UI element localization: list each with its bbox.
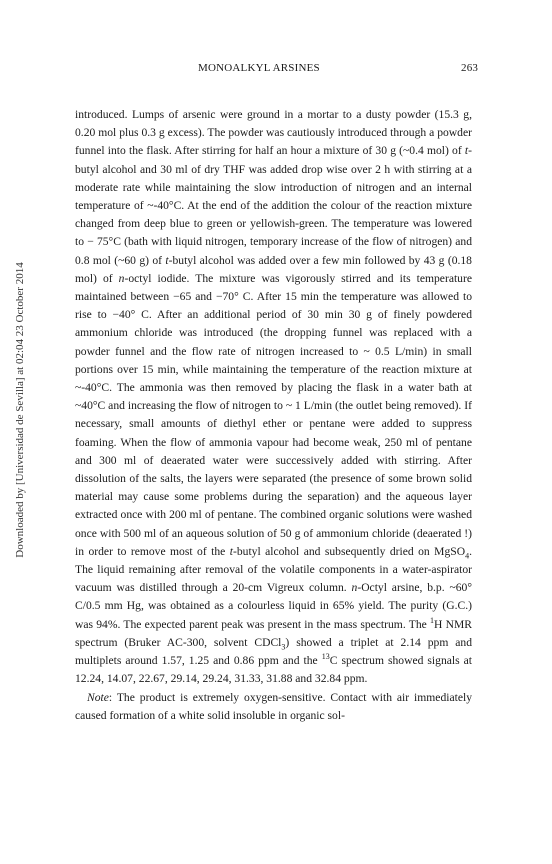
text-run: -Octyl arsine, b.p. ~60° C/0.5 mm Hg, was obtained as a colourless liquid in 65% yield. The purity (G.C.) was 94%. The expected parent peak was present in the mass spectrum. The [75, 581, 472, 631]
body-text [75, 106, 472, 725]
text-run: introduced. Lumps of arsenic were ground in a mortar to a dusty powder (15.3 g, 0.20 mol plus 0.3 g excess). The powder was cautiously introduced through a powder funnel into the flask. After stirring for half an hour a mixture of 30 g (~0.4 mol) of [75, 108, 472, 158]
italic-text: n [351, 581, 358, 595]
text-run: . The liquid remaining after removal of the volatile components in a water-aspirator vacuum was distilled through a 20-cm Vigreux column. [75, 544, 472, 595]
subscript-text: 4 [465, 551, 470, 561]
download-watermark-text: Downloaded by [Universidad de Sevilla] at 02:04 23 October 2014 [14, 262, 26, 558]
page-header [0, 62, 552, 78]
page-number: 263 [461, 62, 479, 74]
text-run: ) showed a triplet at 2.14 ppm and multiplets around 1.57, 1.25 and 0.86 ppm and the [75, 635, 473, 668]
italic-text: t [229, 544, 233, 558]
italic-text: t [165, 253, 169, 267]
download-watermark [12, 170, 28, 650]
text-run: -butyl alcohol and 30 ml of dry THF was added drop wise over 2 h with stirring at a moderate rate while maintaining the slow introduction of nitrogen and an internal temperature of ~-40°C. At the end of the addition the colour of the reaction mixture changed from deep blue to green or yellowish-green. The temperature was lowered to − 75°C (bath with liquid nitrogen, temporary increase of the flow of nitrogen) and 0.8 mol (~60 g) of [75, 144, 472, 267]
italic-text: n [118, 271, 125, 285]
running-title: MONOALKYL ARSINES [198, 62, 320, 74]
paragraph [75, 689, 472, 725]
text-run: -octyl iodide. The mixture was vigorously stirred and its temperature maintained between −65 and −70° C. After 15 min the temperature was allowed to rise to −40° C. After an additional period of 30 min 30 g of finely powdered ammonium chloride was introduced (the dropping funnel was replaced with a powder funnel and the flow rate of nitrogen increased to ~ 0.5 L/min) in small portions over 15 min, while maintaining the temperature of the reaction mixture at ~-40°C. The ammonia was then removed by placing the flask in a water bath at ~40°C and increasing the flow of nitrogen to ~ 1 L/min (the outlet being removed). If necessary, small amounts of diethyl ether or pentane were added to suppress foaming. When the flow of ammonia vapour had become weak, 250 ml of pentane and 300 ml of deaerated water were successively added with stirring. After dissolution of the salts, the layers were separated (the presence of some brown solid material may cause some problems during the separation) and the aqueous layer extracted once with 200 ml of pentane. The combined organic solutions were washed once with 500 ml of an aqueous solution of 50 g of ammonium chloride (deaerated !) in order to remove most of the [75, 271, 472, 558]
text-run: : The product is extremely oxygen-sensitive. Contact with air immediately caused formation of a white solid insoluble in organic sol- [75, 690, 472, 722]
supscript-text: 1 [429, 615, 434, 625]
subscript-text: 3 [281, 642, 286, 652]
text-run: C spectrum showed signals at 12.24, 14.07, 22.67, 29.14, 29.24, 31.33, 31.88 and 32.84 ppm. [75, 654, 472, 686]
paragraph [75, 106, 472, 689]
supscript-text: 13 [321, 652, 330, 662]
italic-text: t [464, 144, 469, 158]
text-run: -butyl alcohol was added over a few min followed by 43 g (0.18 mol) of [75, 253, 472, 285]
text-run: -butyl alcohol and subsequently dried on MgSO [232, 544, 466, 558]
italic-text: Note [87, 690, 109, 704]
text-run: H NMR spectrum (Bruker AC-300, solvent CDCl [75, 617, 472, 649]
